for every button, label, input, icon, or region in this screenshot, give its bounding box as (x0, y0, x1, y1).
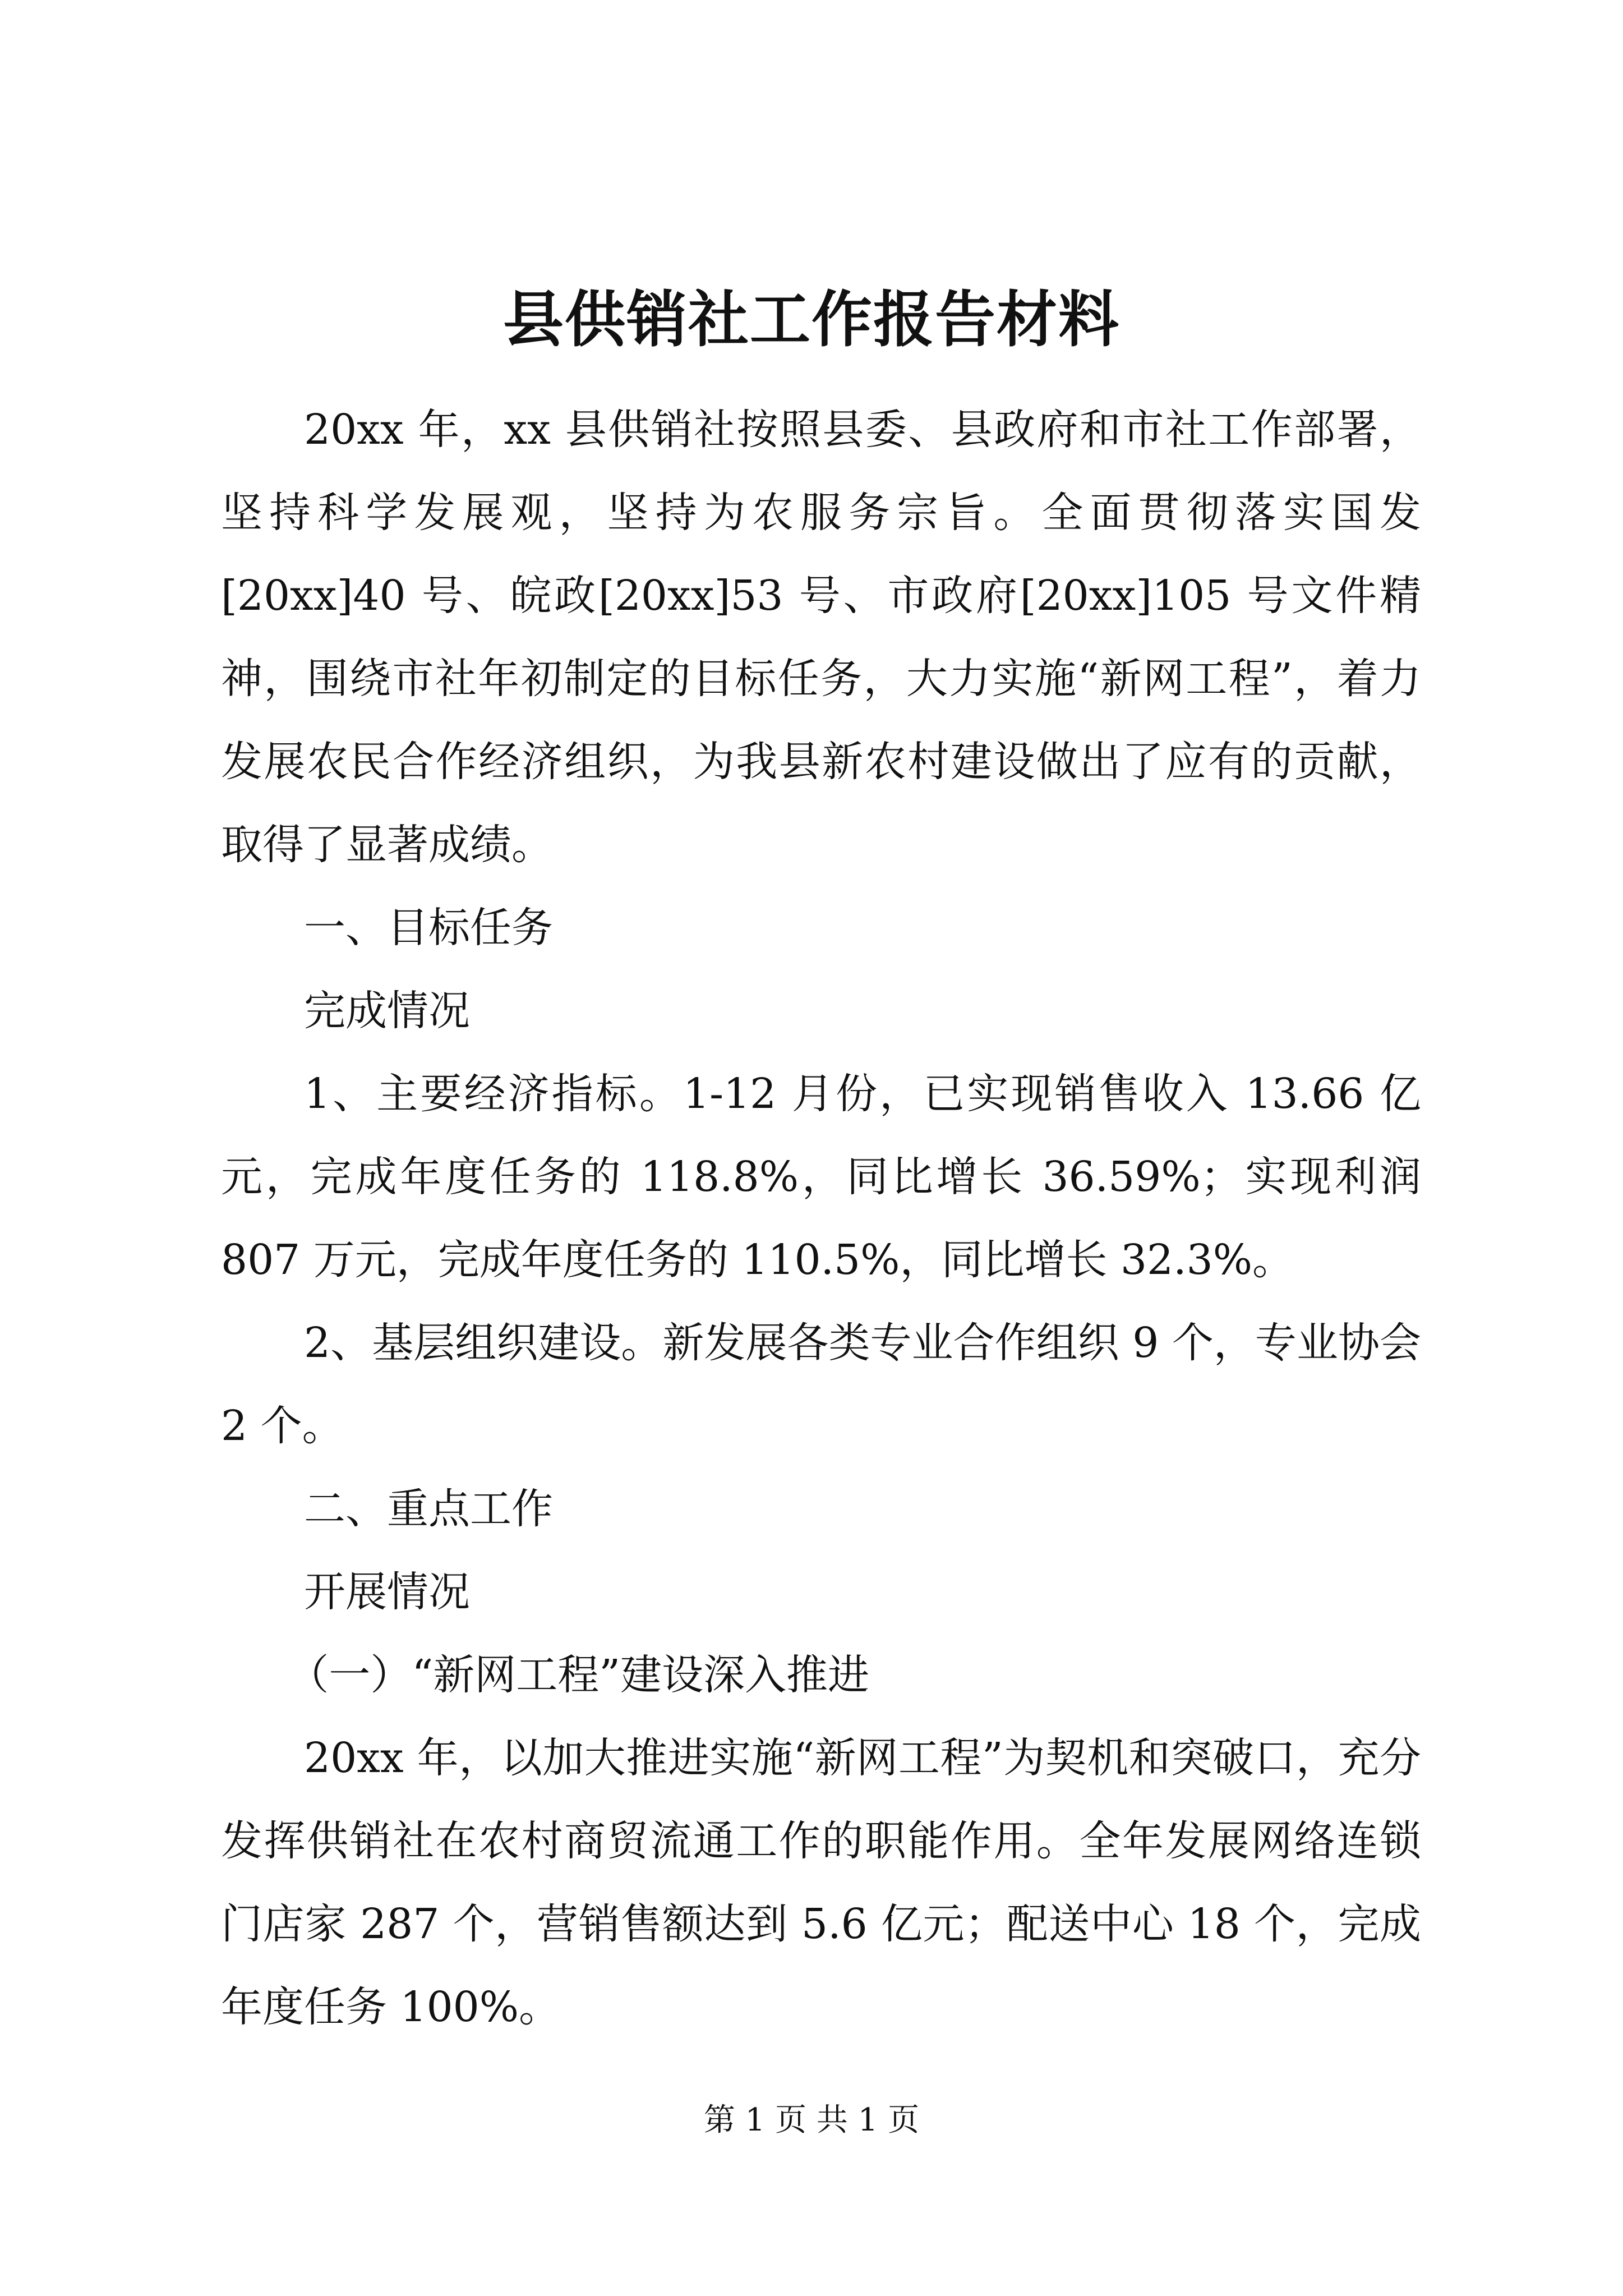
page-footer (0, 2098, 1623, 2143)
paragraph-new-network: 20xx 年，以加大推进实施“新网工程”为契机和突破口，充分发挥供销社在农村商贸流通工作的职能作用。全年发展网络连锁门店家 287 个，营销售额达到 5.6 亿元；配送中心 18 个，完成年度任务 100%。 (221, 1734, 1421, 2031)
paragraph-intro: 20xx 年，xx 县供销社按照县委、县政府和市社工作部署，坚持科学发展观，坚持为农服务宗旨。全面贯彻落实国发[20xx]40 号、皖政[20xx]53 号、市政府[20xx]105 号文件精神，围绕市社年初制定的目标任务，大力实施“新网工程”，着力发展农民合作经济组织，为我县新农村建设做出了应有的贡献，取得了显著成绩。 (221, 406, 1421, 869)
sub-heading-new-network: （一）“新网工程”建设深入推进 (287, 1651, 870, 1699)
paragraph-grassroots-organization: 2、基层组织建设。新发展各类专业合作组织 9 个，专业协会 2 个。 (221, 1319, 1421, 1450)
section-heading-2-cont: 开展情况 (304, 1568, 470, 1616)
page-number: 第 1 页 共 1 页 (703, 2102, 920, 2138)
section-heading-2: 二、重点工作 (304, 1485, 553, 1533)
section-heading-1: 一、目标任务 (304, 904, 553, 952)
document-title: 县供销社工作报告材料 (502, 284, 1120, 355)
paragraph-economic-indicators: 1、主要经济指标。1-12 月份，已实现销售收入 13.66 亿元，完成年度任务的 118.8%，同比增长 36.59%；实现利润 807 万元，完成年度任务的 110.5%，同比增长 32.3%。 (221, 1070, 1421, 1284)
document-body (221, 388, 1421, 2049)
section-heading-1-cont: 完成情况 (304, 987, 470, 1035)
